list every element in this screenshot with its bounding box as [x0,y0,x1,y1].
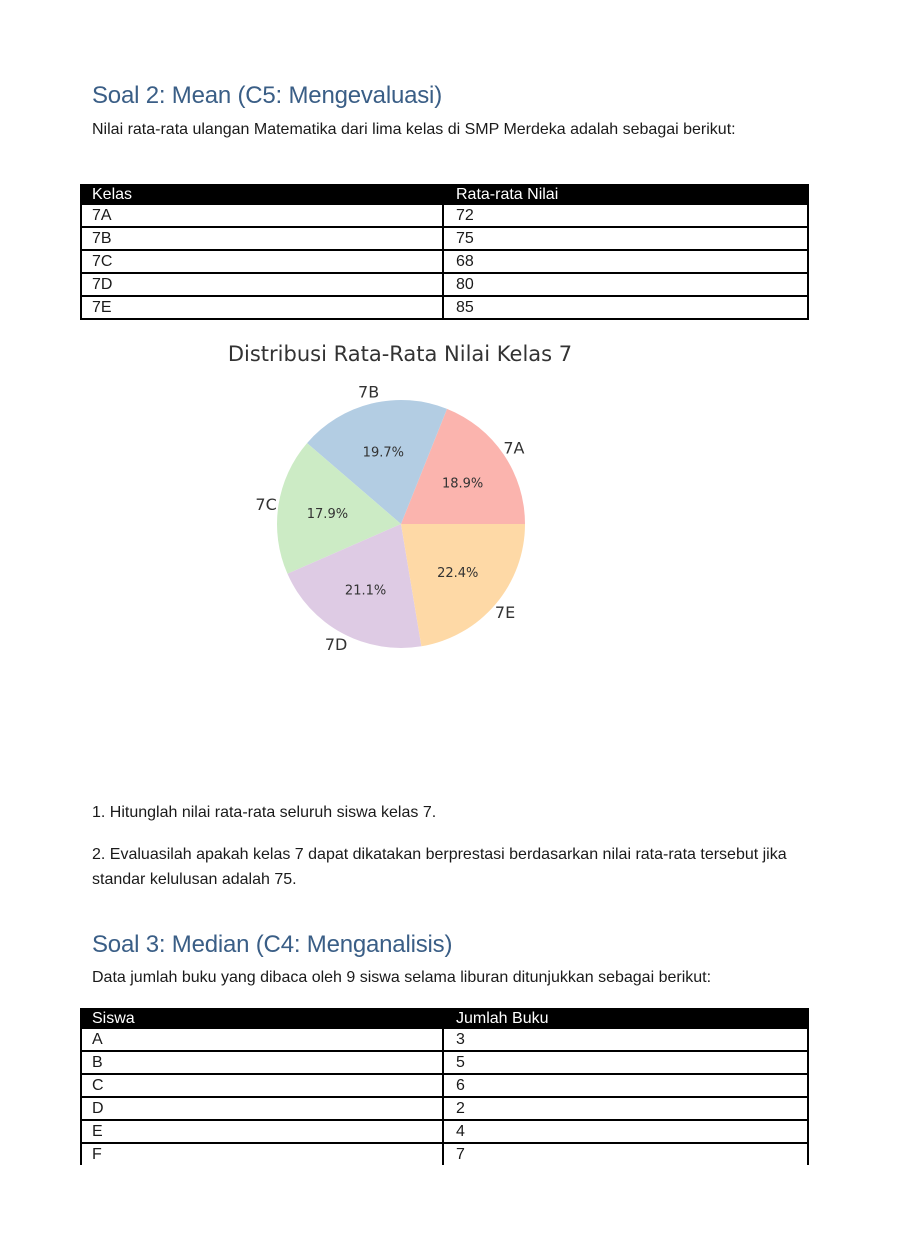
cell-jumlah: 3 [443,1029,808,1051]
pie-chart [200,336,620,666]
table-row [81,1120,808,1143]
section3-intro: Data jumlah buku yang dibaca oleh 9 siswa selama liburan ditunjukkan sebagai berikut: [92,969,712,986]
question-2: 2. Evaluasilah apakah kelas 7 dapat dikatakan berprestasi berdasarkan nilai rata-rata tersebut jika standar kelulusan adalah 75. [92,846,787,888]
cell-kelas: 7A [81,205,443,227]
pie-slice-7e [401,524,525,646]
table-header-row [81,184,808,205]
cell-kelas: 7D [81,273,443,296]
pie-percent-label: 21.1% [344,583,387,599]
table-row [81,1143,808,1165]
table-row [81,227,808,250]
cell-kelas: 7B [81,227,443,250]
question-1: 1. Hitunglah nilai rata-rata seluruh siswa kelas 7. [92,804,437,821]
cell-jumlah: 4 [443,1120,808,1143]
cell-nilai: 85 [443,296,808,319]
class-average-table [80,184,809,320]
pie-category-label: 7B [358,382,380,402]
cell-kelas: 7E [81,296,443,319]
table-row [81,1051,808,1074]
section2-intro: Nilai rata-rata ulangan Matematika dari lima kelas di SMP Merdeka adalah sebagai berikut: [92,121,736,138]
header-jumlah-buku: Jumlah Buku [443,1008,808,1029]
table-row [81,296,808,319]
table-row [81,1029,808,1051]
header-rata-rata: Rata-rata Nilai [443,184,808,205]
pie-percent-label: 22.4% [437,566,479,582]
cell-siswa: F [81,1143,443,1165]
table-row [81,205,808,227]
header-siswa: Siswa [81,1008,443,1029]
chart-title: Distribusi Rata-Rata Nilai Kelas 7 [227,342,573,366]
cell-nilai: 68 [443,250,808,273]
cell-siswa: A [81,1029,443,1051]
pie-category-label: 7D [324,634,348,654]
pie-percent-label: 18.9% [441,476,484,492]
cell-jumlah: 5 [443,1051,808,1074]
section2-title: Soal 2: Mean (C5: Mengevaluasi) [92,82,442,109]
cell-siswa: E [81,1120,443,1143]
table-row [81,250,808,273]
header-kelas: Kelas [81,184,443,205]
pie-category-label: 7A [503,438,525,458]
cell-siswa: B [81,1051,443,1074]
pie-category-label: 7C [255,494,277,514]
cell-kelas: 7C [81,250,443,273]
table-row [81,1074,808,1097]
cell-nilai: 75 [443,227,808,250]
cell-siswa: C [81,1074,443,1097]
pie-category-label: 7E [494,603,516,623]
table-row [81,273,808,296]
section3-title: Soal 3: Median (C4: Menganalisis) [92,931,453,958]
pie-percent-label: 19.7% [362,445,404,461]
books-table [80,1008,809,1165]
cell-jumlah: 6 [443,1074,808,1097]
table-row [81,1097,808,1120]
cell-jumlah: 7 [443,1143,808,1165]
pie-percent-label: 17.9% [306,506,349,522]
cell-nilai: 80 [443,273,808,296]
table-header-row [81,1008,808,1029]
cell-jumlah: 2 [443,1097,808,1120]
cell-nilai: 72 [443,205,808,227]
cell-siswa: D [81,1097,443,1120]
